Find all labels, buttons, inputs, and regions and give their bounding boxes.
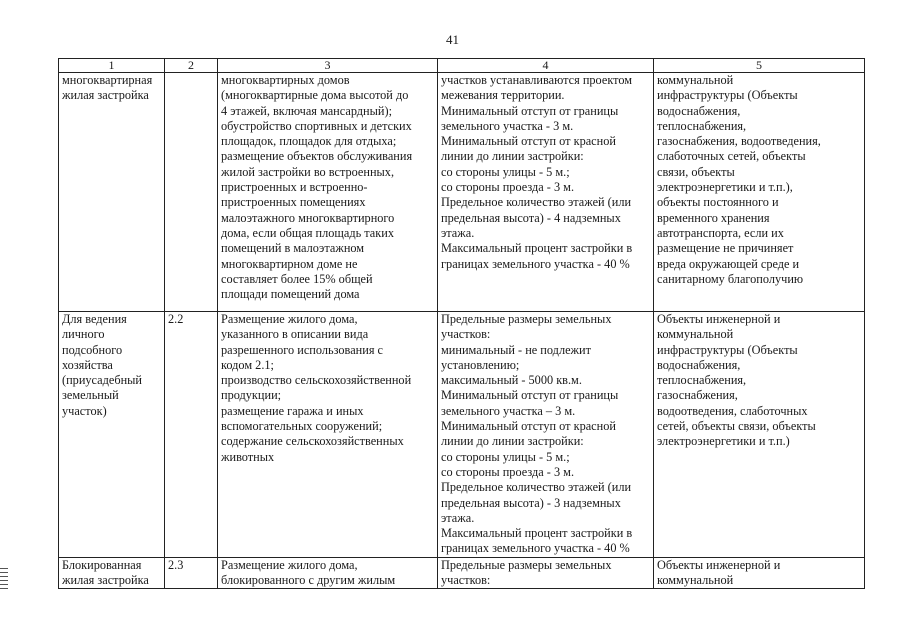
cell-text-line: линии до линии застройки: [441,149,584,164]
cell-text-line: минимальный - не подлежит [441,342,591,357]
cell-text-line: санитарному благополучию [657,271,804,286]
use-type-cell [59,73,165,312]
cell-text-line: электроэнергетики и т.п.), [657,180,793,195]
use-type-cell [59,557,165,589]
cell-text-line: коммунальной [657,73,734,87]
cell-text-line: электроэнергетики и т.п.) [657,434,790,449]
page-number: 41 [446,32,459,47]
cell-text-line: связи, объекты [657,164,735,179]
description-cell [218,312,438,558]
cell-text-line: 4 этажей, включая мансардный); [221,103,392,118]
cell-text-line: многоквартирном доме не [221,256,358,271]
cell-text-line: автотранспорта, если их [657,225,784,240]
cell-text-line: участок) [62,403,107,418]
cell-text-line: Минимальный отступ от границы [441,388,619,403]
cell-text-line: содержание сельскохозяйственных [221,434,404,449]
cell-text-line: временного хранения [657,210,770,225]
cell-text-line: земельного участка – 3 м. [441,403,576,418]
cell-text-line: жилая застройка [62,88,149,103]
description-cell [218,73,438,312]
cell-text-line: площадок, площадок для отдыха; [221,134,397,149]
cell-text-line: жилая застройка [62,573,149,588]
table-row [59,312,865,558]
cell-text-line: размещение объектов обслуживания [221,149,413,164]
cell-text-line: вспомогательных сооружений; [221,419,383,434]
table-row [59,557,865,589]
cell-text-line: 2.2 [168,312,184,326]
cell-text-line: пристроенных и встроенно- [221,180,368,195]
cell-text-line: водоотведения, слаботочных [657,403,808,418]
cell-text-line: (многоквартирные дома высотой до [221,88,409,103]
scan-edge-marks [0,568,8,592]
cell-text-line: Предельное количество этажей (или [441,195,632,210]
zoning-regulations-table [58,58,865,589]
cell-text-line: кодом 2.1; [221,357,274,372]
cell-text-line: Объекты инженерной и [657,312,781,326]
cell-text-line: инфраструктуры (Объекты [657,342,798,357]
cell-text-line: обустройство спортивных и детских [221,118,412,133]
cell-text-line: участков: [441,327,491,342]
header-cell-5: 5 [654,59,865,73]
cell-text-line: размещение не причиняет [657,241,794,256]
cell-text-line: Блокированная [62,557,142,572]
cell-text-line: этажа. [441,225,475,240]
cell-text-line: предельная высота) - 4 надземных [441,210,621,225]
cell-text-line: со стороны проезда - 3 м. [441,180,575,195]
cell-text-line: площади помещений дома [221,287,360,302]
cell-text-line: 2.3 [168,557,184,572]
parameters-cell [438,557,654,589]
cell-text-line: газоснабжения, водоотведения, [657,134,821,149]
auxiliary-uses-cell [654,557,865,589]
cell-text-line: жилой застройки во встроенных, [221,164,395,179]
cell-text-line: подсобного [62,342,123,357]
cell-text-line: границах земельного участка - 40 % [441,256,630,271]
cell-text-line: Предельные размеры земельных [441,557,612,572]
cell-text-line: помещений в малоэтажном [221,241,365,256]
cell-text-line: сетей, объекты связи, объекты [657,419,816,434]
cell-text-line: участков: [441,573,491,588]
cell-text-line: Для ведения [62,312,127,326]
cell-text-line: разрешенного использования с [221,342,384,357]
cell-text-line: водоснабжения, [657,103,741,118]
cell-text-line: хозяйства [62,357,113,372]
parameters-cell [438,73,654,312]
cell-text-line: установлению; [441,357,520,372]
cell-text-line: теплоснабжения, [657,373,747,388]
cell-text-line: объекты постоянного и [657,195,779,210]
header-cell-2: 2 [165,59,218,73]
cell-text-line: этажа. [441,510,475,525]
cell-text-line: газоснабжения, [657,388,738,403]
code-cell [165,312,218,558]
cell-text-line: со стороны проезда - 3 м. [441,464,575,479]
cell-text-line: личного [62,327,105,342]
cell-text-line: вреда окружающей среде и [657,256,800,271]
cell-text-line: размещение гаража и иных [221,403,364,418]
header-cell-4: 4 [438,59,654,73]
parameters-cell [438,312,654,558]
auxiliary-uses-cell [654,73,865,312]
cell-text-line: Максимальный процент застройки в [441,526,633,541]
cell-text-line: слаботочных сетей, объекты [657,149,806,164]
cell-text-line: многоквартирная [62,73,153,87]
cell-text-line: животных [221,449,275,464]
cell-text-line: участков устанавливаются проектом [441,73,633,87]
cell-text-line: максимальный - 5000 кв.м. [441,373,582,388]
cell-text-line: Предельное количество этажей (или [441,480,632,495]
cell-text-line: водоснабжения, [657,357,741,372]
cell-text-line: межевания территории. [441,88,565,103]
cell-text-line: земельный [62,388,119,403]
cell-text-line: (приусадебный [62,373,143,388]
auxiliary-uses-cell [654,312,865,558]
cell-text-line: указанного в описании вида [221,327,369,342]
cell-text-line: Предельные размеры земельных [441,312,612,326]
cell-text-line: Минимальный отступ от красной [441,419,616,434]
description-cell [218,557,438,589]
table-header-row [59,59,865,73]
cell-text-line: границах земельного участка - 40 % [441,541,630,556]
cell-text-line: Размещение жилого дома, [221,312,358,326]
cell-text-line: коммунальной [657,573,734,588]
header-cell-1: 1 [59,59,165,73]
cell-text-line: Максимальный процент застройки в [441,241,633,256]
cell-text-line: коммунальной [657,327,734,342]
table-row [59,73,865,312]
cell-text-line: линии до линии застройки: [441,434,584,449]
cell-text-line: производство сельскохозяйственной [221,373,412,388]
header-cell-3: 3 [218,59,438,73]
cell-text-line: теплоснабжения, [657,118,747,133]
cell-text-line: составляет более 15% общей [221,271,373,286]
cell-text-line: дома, если общая площадь таких [221,225,394,240]
cell-text-line: со стороны улицы - 5 м.; [441,449,570,464]
cell-text-line: малоэтажного многоквартирного [221,210,395,225]
cell-text-line: Минимальный отступ от красной [441,134,616,149]
cell-text-line: Размещение жилого дома, [221,557,358,572]
cell-text-line: Минимальный отступ от границы [441,103,619,118]
cell-text-line: продукции; [221,388,282,403]
cell-text-line: блокированного с другим жилым [221,573,396,588]
cell-text-line: инфраструктуры (Объекты [657,88,798,103]
cell-text-line: пристроенных помещениях [221,195,366,210]
cell-text-line: предельная высота) - 3 надземных [441,495,621,510]
cell-text-line: земельного участка - 3 м. [441,118,574,133]
cell-text-line: со стороны улицы - 5 м.; [441,164,570,179]
cell-text-line: Объекты инженерной и [657,557,781,572]
code-cell [165,73,218,312]
code-cell [165,557,218,589]
use-type-cell [59,312,165,558]
cell-text-line: многоквартирных домов [221,73,350,87]
